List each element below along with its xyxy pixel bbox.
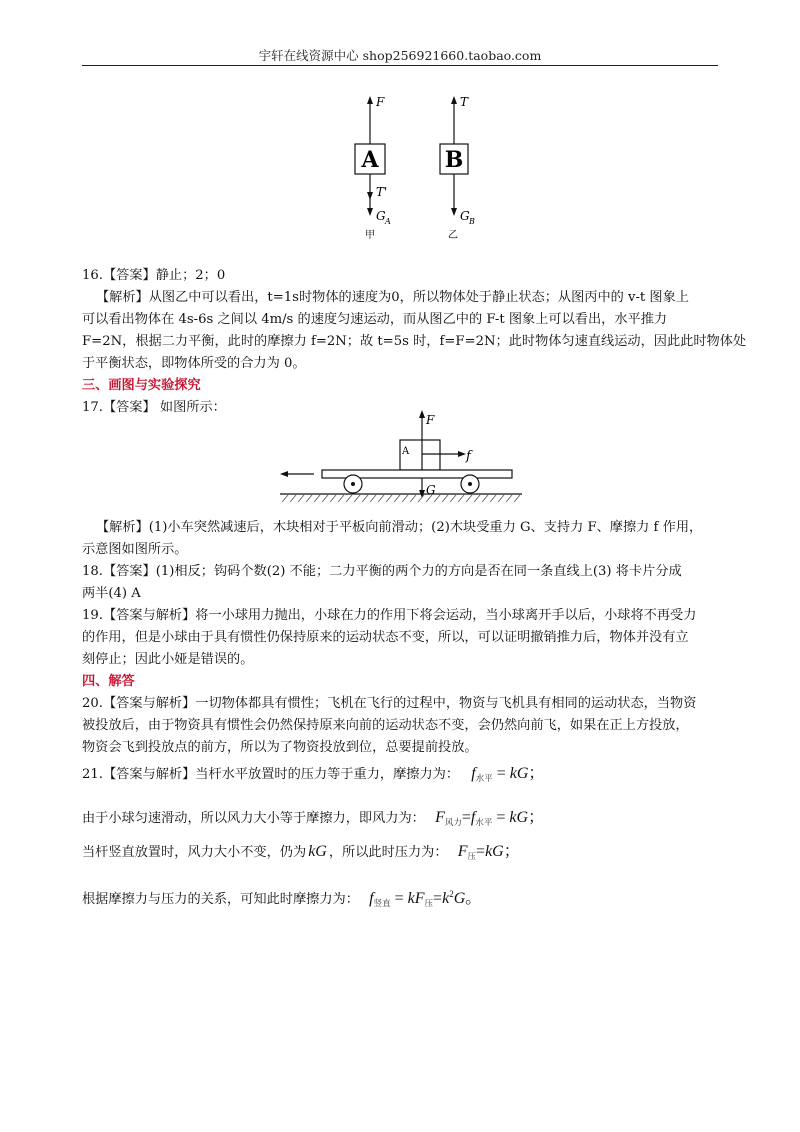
symbol-kg: kG — [509, 809, 529, 826]
motion-arrow-head — [280, 471, 288, 477]
equals-sign: = — [496, 809, 506, 826]
punctuation: ； — [528, 809, 545, 826]
q20-line-1: 20.【答案与解析】一切物体都具有惯性；飞机在飞行的过程中，物资与飞机具有相同的运动状态，当物资 — [82, 696, 697, 711]
arrow-gb-down — [451, 208, 457, 216]
q21-formula-horizontal-friction — [471, 765, 544, 782]
arrow-f-up — [367, 96, 373, 104]
q18-line-1: 18.【答案】(1)相反；钩码个数(2) 不能；二力平衡的两个力的方向是否在同一条直线上(3) 将卡片分成 — [82, 564, 682, 579]
q21-formula-vertical-friction — [369, 890, 481, 907]
subscript-horizontal: 水平 — [475, 773, 493, 783]
q16-line-1: 【解析】从图乙中可以看出，t=1s时物体的速度为0，所以物体处于静止状态；从图丙中的 v-t 图象上 — [96, 290, 689, 305]
block-on-cart-label: A — [402, 446, 410, 457]
q21-line-1 — [82, 764, 544, 788]
q21-line-2 — [82, 808, 544, 832]
cart-axle-right — [468, 482, 472, 486]
punctuation: ； — [528, 765, 545, 782]
figure-cart — [276, 406, 526, 510]
symbol-f: f — [471, 765, 476, 782]
equals-sign: = — [496, 765, 506, 782]
q21-line-1-text: 21.【答案与解析】当杆水平放置时的压力等于重力，摩擦力为： — [82, 767, 460, 782]
punctuation: 。 — [465, 890, 482, 907]
equals-sign: = — [433, 890, 443, 907]
symbol-f: f — [369, 890, 374, 907]
figure-cart-svg — [276, 406, 526, 510]
subscript-wind: 风力 — [444, 817, 462, 827]
figure-forces-ab — [340, 92, 500, 242]
label-ga-sub: A — [385, 217, 391, 226]
caption-yi: 乙 — [448, 230, 458, 241]
q16-line-3: F=2N，根据二力平衡，此时的摩擦力 f=2N；故 t=5s 时，f=F=2N；此时物体匀速直线运动，因此此时物体处 — [82, 334, 747, 349]
subscript-pressure: 压 — [467, 851, 477, 861]
subscript-horizontal: 水平 — [475, 817, 493, 827]
block-b-label: B — [444, 147, 464, 173]
q21-line-3-text-b: ，所以此时压力为： — [328, 845, 448, 860]
label-gb: G — [460, 209, 470, 223]
figure-forces-ab-svg — [340, 92, 500, 242]
q16-line-4: 于平衡状态，即物体所受的合力为 0。 — [82, 356, 306, 371]
q21-formula-wind-force — [435, 809, 544, 826]
arrow-t-up — [451, 96, 457, 104]
equals-sign: = — [476, 843, 486, 860]
label-ga: G — [376, 209, 386, 223]
label-t: T — [460, 95, 469, 109]
q18-line-2: 两半(4) A — [82, 586, 141, 601]
symbol-f: f — [470, 809, 476, 826]
symbol-k: k — [407, 890, 415, 907]
label-gb-sub: B — [469, 217, 475, 226]
q21-line-4 — [82, 884, 481, 913]
q21-line-4-text: 根据摩擦力与压力的关系，可知此时摩擦力为： — [82, 892, 359, 907]
q16-line-2: 可以看出物体在 4s-6s 之间以 4m/s 的速度匀速运动，而从图乙中的 F-t 图象上可以看出，水平推力 — [82, 312, 668, 327]
q21-line-3 — [82, 842, 520, 866]
subscript-pressure: 压 — [424, 898, 434, 908]
arrow-friction-right — [458, 451, 466, 457]
q20-line-3: 物资会飞到投放点的前方，所以为了物资投放到位，总要提前投放。 — [82, 740, 478, 755]
q19-line-3: 刻停止；因此小娅是错误的。 — [82, 652, 254, 667]
symbol-k: k — [442, 890, 450, 907]
label-t-prime: T' — [376, 185, 388, 199]
symbol-F: F — [457, 843, 468, 860]
label-f: F — [376, 95, 385, 109]
q21-line-2-text: 由于小球匀速滑动，所以风力大小等于摩擦力，即风力为： — [82, 811, 425, 826]
label-support-f: F — [426, 413, 435, 427]
section-four-heading: 四、解答 — [82, 674, 135, 689]
q21-kg-inline: kG — [308, 843, 327, 860]
symbol-F: F — [414, 890, 425, 907]
header-rule — [82, 65, 718, 66]
punctuation: ； — [503, 843, 520, 860]
q16-answer: 16.【答案】静止；2；0 — [82, 268, 226, 283]
q19-line-1: 19.【答案与解析】将一小球用力抛出，小球在力的作用下将会运动，当小球离开手以后，小球将不再受力 — [82, 608, 697, 623]
q21-line-3-text-a: 当杆竖直放置时，风力大小不变，仍为 — [82, 845, 307, 860]
ground-hatch — [282, 495, 520, 502]
subscript-vertical: 竖直 — [373, 898, 391, 908]
q20-line-2: 被投放后，由于物资具有惯性会仍然保持原来向前的运动状态不变，会仍然向前飞，如果在正上方投放， — [82, 718, 689, 733]
q19-line-2: 的作用，但是小球由于具有惯性仍保持原来的运动状态不变，所以，可以证明撤销推力后，物体并没有立 — [82, 630, 689, 645]
label-friction-f: f — [466, 449, 471, 464]
cart-axle-left — [351, 482, 355, 486]
exponent-two: 2 — [449, 889, 454, 899]
symbol-kg: kG — [485, 843, 504, 860]
label-gravity-g: G — [426, 483, 436, 497]
equals-sign: = — [394, 890, 404, 907]
arrow-ga-down — [367, 208, 373, 216]
arrow-support-up — [419, 410, 425, 418]
arrow-t-prime-down — [367, 192, 373, 200]
q17-line-1: 【解析】(1)小车突然减速后，木块相对于平板向前滑动；(2)木块受重力 G、支持力 F、摩擦力 f 作用， — [96, 520, 703, 535]
page-header: 宇轩在线资源中心 shop256921660.taobao.com — [258, 48, 542, 63]
q17-line-2: 示意图如图所示。 — [82, 542, 188, 557]
caption-jia: 甲 — [365, 230, 375, 241]
equals-sign: = — [461, 809, 471, 826]
q21-formula-pressure — [458, 843, 520, 860]
block-a-label: A — [361, 147, 379, 173]
symbol-G: G — [453, 890, 466, 907]
symbol-kg: kG — [509, 765, 529, 782]
q17-answer: 17.【答案】 如图所示： — [82, 400, 226, 415]
symbol-F: F — [435, 809, 445, 826]
section-three-heading: 三、画图与实验探究 — [82, 378, 201, 393]
